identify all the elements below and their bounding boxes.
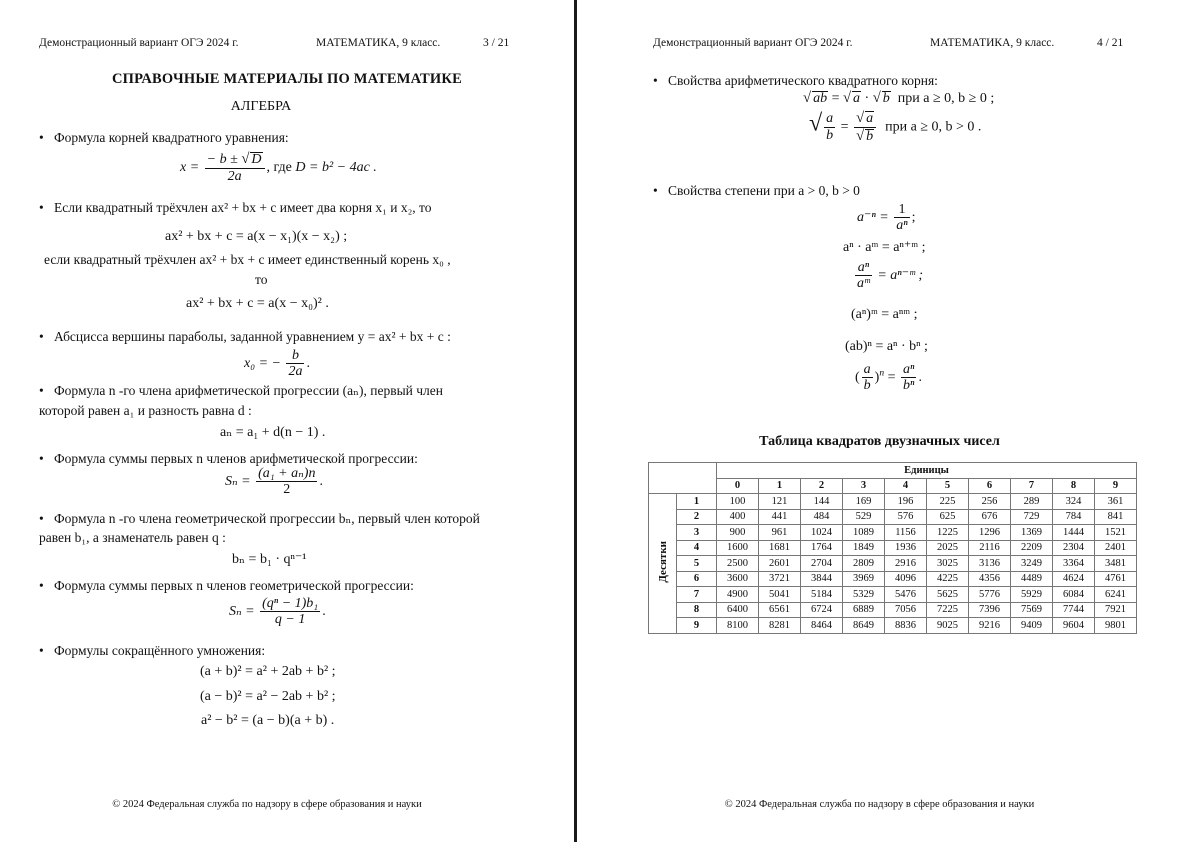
tens-label: Десятки	[656, 540, 669, 583]
row-header: 3	[677, 525, 717, 541]
table-cell: 529	[843, 509, 885, 525]
arith-sum-text: • Формула суммы первых n членов арифметической прогрессии:	[39, 451, 418, 467]
table-cell: 4761	[1095, 571, 1137, 587]
table-cell: 1089	[843, 525, 885, 541]
table-cell: 169	[843, 494, 885, 510]
table-row	[649, 556, 1137, 572]
right-page	[577, 0, 1182, 842]
table-cell: 8836	[885, 618, 927, 634]
geom-nth-text-line2: равен b₁, а знаменатель равен q :	[39, 530, 226, 545]
footer-copyright: © 2024 Федеральная служба по надзору в сфере образования и науки	[724, 799, 1035, 810]
table-cell: 225	[927, 494, 969, 510]
header-subject: МАТЕМАТИКА, 9 класс.	[316, 37, 441, 49]
footer-copyright: © 2024 Федеральная служба по надзору в сфере образования и науки	[112, 799, 422, 810]
quadratic-roots-text: • Формула корней квадратного уравнения:	[39, 130, 289, 146]
header-left: Демонстрационный вариант ОГЭ 2024 г.	[39, 37, 239, 49]
column-header: 5	[927, 478, 969, 494]
table-row	[649, 540, 1137, 556]
header-left: Демонстрационный вариант ОГЭ 2024 г.	[653, 37, 853, 49]
table-cell: 144	[801, 494, 843, 510]
power-prop-fraction-base: ( $\frac{a}{b}$ )$^n$ = $\frac{\text{aⁿ}}{\text{bⁿ}}$ .	[855, 362, 922, 394]
table-cell: 2401	[1095, 540, 1137, 556]
table-cell: 8464	[801, 618, 843, 634]
arith-nth-text-line1: • Формула n -го члена арифметической прогрессии (aₙ), первый член	[39, 383, 443, 399]
table-cell: 4624	[1053, 571, 1095, 587]
table-cell: 6084	[1053, 587, 1095, 603]
table-cell: 5329	[843, 587, 885, 603]
table-cell: 1369	[1011, 525, 1053, 541]
table-cell: 841	[1095, 509, 1137, 525]
table-cell: 3969	[843, 571, 885, 587]
table-cell: 1521	[1095, 525, 1137, 541]
table-cell: 4489	[1011, 571, 1053, 587]
short-mult-formula-1: (a + b)² = a² + 2ab + b² ;	[200, 664, 336, 679]
table-row	[649, 509, 1137, 525]
table-cell: 121	[759, 494, 801, 510]
table-cell: 3249	[1011, 556, 1053, 572]
geom-sum-text: • Формула суммы первых n членов геометрической прогрессии:	[39, 578, 414, 594]
arith-sum-formula: Sₙ = $\frac{\text{(a₁ + aₙ)n}}{2}$ .	[225, 466, 323, 498]
table-cell: 1296	[969, 525, 1011, 541]
table-cell: 6889	[843, 602, 885, 618]
table-row	[649, 602, 1137, 618]
header-subject: МАТЕМАТИКА, 9 класс.	[930, 37, 1055, 49]
table-cell: 5625	[927, 587, 969, 603]
column-header: 0	[717, 478, 759, 494]
short-mult-formula-2: (a − b)² = a² − 2ab + b² ;	[200, 689, 336, 704]
factor-one-root-then: то	[255, 272, 268, 287]
table-cell: 2304	[1053, 540, 1095, 556]
arith-nth-text-line2: которой равен a₁ и разность равна d :	[39, 403, 252, 418]
table-cell: 6241	[1095, 587, 1137, 603]
table-row	[649, 571, 1137, 587]
table-cell: 4225	[927, 571, 969, 587]
table-cell: 100	[717, 494, 759, 510]
tens-label-cell	[649, 494, 677, 634]
header-page-number: 3 / 21	[483, 37, 510, 49]
table-cell: 4096	[885, 571, 927, 587]
table-cell: 441	[759, 509, 801, 525]
table-cell: 289	[1011, 494, 1053, 510]
table-cell: 900	[717, 525, 759, 541]
column-header: 8	[1053, 478, 1095, 494]
table-cell: 5041	[759, 587, 801, 603]
table-cell: 9025	[927, 618, 969, 634]
table-cell: 3481	[1095, 556, 1137, 572]
table-cell: 484	[801, 509, 843, 525]
table-cell: 7225	[927, 602, 969, 618]
table-cell: 7569	[1011, 602, 1053, 618]
table-cell: 3600	[717, 571, 759, 587]
geom-nth-formula: bₙ = b₁ · qⁿ⁻¹	[232, 552, 307, 567]
table-cell: 5776	[969, 587, 1011, 603]
arith-nth-formula: aₙ = a₁ + d(n − 1) .	[220, 425, 326, 440]
table-cell: 625	[927, 509, 969, 525]
row-header: 7	[677, 587, 717, 603]
table-cell: 6724	[801, 602, 843, 618]
table-cell: 324	[1053, 494, 1095, 510]
page-title: СПРАВОЧНЫЕ МАТЕРИАЛЫ ПО МАТЕМАТИКЕ	[112, 71, 462, 87]
table-cell: 4356	[969, 571, 1011, 587]
power-prop-product-base: (ab)ⁿ = aⁿ · bⁿ ;	[845, 339, 928, 354]
table-cell: 8281	[759, 618, 801, 634]
factor-two-roots-text: • Если квадратный трёхчлен ax² + bx + c имеет два корня x₁ и x₂, то	[39, 200, 432, 216]
row-header: 8	[677, 602, 717, 618]
table-cell: 1849	[843, 540, 885, 556]
table-cell: 9604	[1053, 618, 1095, 634]
factor-one-root-formula: ax² + bx + c = a(x − x₀)² .	[186, 296, 329, 311]
power-prop-power: (aⁿ)ᵐ = aⁿᵐ ;	[851, 307, 918, 322]
power-prop-negative: a⁻ⁿ = $\frac{1}{\text{aⁿ}}$ ;	[857, 202, 916, 234]
table-cell: 7056	[885, 602, 927, 618]
table-row	[649, 587, 1137, 603]
table-cell: 7396	[969, 602, 1011, 618]
table-cell: 1444	[1053, 525, 1095, 541]
row-header: 4	[677, 540, 717, 556]
table-cell: 961	[759, 525, 801, 541]
power-prop-product: aⁿ · aᵐ = aⁿ⁺ᵐ ;	[843, 240, 926, 255]
table-cell: 729	[1011, 509, 1053, 525]
geom-sum-formula: Sₙ = $\frac{\text{(qⁿ − 1)b₁}}{q - 1}$ .	[229, 596, 326, 628]
table-cell: 2025	[927, 540, 969, 556]
table-cell: 1681	[759, 540, 801, 556]
row-header: 6	[677, 571, 717, 587]
table-cell: 2601	[759, 556, 801, 572]
table-cell: 8649	[843, 618, 885, 634]
table-cell: 6561	[759, 602, 801, 618]
sqrt-props-formula-2: √ $\frac{a}{b}$ = $\frac{√ a}{√ b}$ при a ≥ 0, b > 0 .	[809, 110, 982, 144]
table-cell: 2209	[1011, 540, 1053, 556]
factor-two-roots-formula: ax² + bx + c = a(x − x₁)(x − x₂) ;	[165, 229, 348, 244]
table-cell: 9801	[1095, 618, 1137, 634]
table-cell: 2916	[885, 556, 927, 572]
table-cell: 1764	[801, 540, 843, 556]
row-header: 5	[677, 556, 717, 572]
table-cell: 256	[969, 494, 1011, 510]
factor-one-root-text: если квадратный трёхчлен ax² + bx + c имеет единственный корень x₀ ,	[44, 252, 451, 267]
geom-nth-text-line1: • Формула n -го члена геометрической прогрессии bₙ, первый член которой	[39, 511, 480, 527]
table-cell: 1156	[885, 525, 927, 541]
table-body	[649, 494, 1137, 634]
table-cell: 3364	[1053, 556, 1095, 572]
table-cell: 2704	[801, 556, 843, 572]
header-page-number: 4 / 21	[1097, 37, 1124, 49]
table-cell: 1600	[717, 540, 759, 556]
table-cell: 7744	[1053, 602, 1095, 618]
table-cell: 2809	[843, 556, 885, 572]
table-cell: 576	[885, 509, 927, 525]
table-cell: 8100	[717, 618, 759, 634]
table-cell: 1225	[927, 525, 969, 541]
quadratic-roots-formula: x = $\frac{- b \pm √ D}{2a}$ , где D = b² − 4ac .	[180, 151, 377, 184]
squares-table-title: Таблица квадратов двузначных чисел	[759, 434, 1000, 449]
row-header: 1	[677, 494, 717, 510]
table-cell: 5184	[801, 587, 843, 603]
section-algebra: АЛГЕБРА	[230, 99, 292, 114]
table-cell: 676	[969, 509, 1011, 525]
column-header: 4	[885, 478, 927, 494]
table-cell: 9409	[1011, 618, 1053, 634]
squares-table	[648, 462, 1137, 634]
table-row	[649, 618, 1137, 634]
table-cell: 4900	[717, 587, 759, 603]
left-page	[0, 0, 574, 842]
column-header: 9	[1095, 478, 1137, 494]
table-cell: 1024	[801, 525, 843, 541]
table-cell: 784	[1053, 509, 1095, 525]
table-cell: 361	[1095, 494, 1137, 510]
column-header: 1	[759, 478, 801, 494]
short-mult-text: • Формулы сокращённого умножения:	[39, 643, 265, 659]
squares-table-wrapper	[648, 462, 1137, 634]
table-row	[649, 525, 1137, 541]
table-cell: 6400	[717, 602, 759, 618]
power-props-text: • Свойства степени при a > 0, b > 0	[653, 183, 860, 199]
table-cell: 7921	[1095, 602, 1137, 618]
table-cell: 9216	[969, 618, 1011, 634]
table-cell: 2500	[717, 556, 759, 572]
sqrt-props-formula-1: √ ab = √ a · √ b при a ≥ 0, b ≥ 0 ;	[803, 90, 995, 106]
table-cell: 400	[717, 509, 759, 525]
table-cell: 3844	[801, 571, 843, 587]
table-cell: 3025	[927, 556, 969, 572]
units-header: Единицы	[717, 463, 1137, 479]
column-header: 7	[1011, 478, 1053, 494]
power-prop-quotient: $\frac{\text{aⁿ}}{\text{aᵐ}}$ = aⁿ⁻ᵐ ;	[857, 260, 924, 292]
vertex-text: • Абсцисса вершины параболы, заданной уравнением y = ax² + bx + c :	[39, 329, 451, 345]
table-row	[649, 494, 1137, 510]
table-cell: 1936	[885, 540, 927, 556]
short-mult-formula-3: a² − b² = (a − b)(a + b) .	[201, 713, 335, 728]
table-cell: 3136	[969, 556, 1011, 572]
table-cell: 2116	[969, 540, 1011, 556]
table-cell: 196	[885, 494, 927, 510]
row-header: 9	[677, 618, 717, 634]
sqrt-props-text: • Свойства арифметического квадратного корня:	[653, 73, 938, 89]
column-header: 2	[801, 478, 843, 494]
table-cell: 5929	[1011, 587, 1053, 603]
column-header: 3	[843, 478, 885, 494]
table-cell: 5476	[885, 587, 927, 603]
table-corner	[649, 463, 717, 494]
column-header: 6	[969, 478, 1011, 494]
table-cell: 3721	[759, 571, 801, 587]
column-header-row	[649, 478, 1137, 494]
row-header: 2	[677, 509, 717, 525]
vertex-formula: x₀ = − $\frac{b}{2a}$ .	[244, 348, 310, 380]
